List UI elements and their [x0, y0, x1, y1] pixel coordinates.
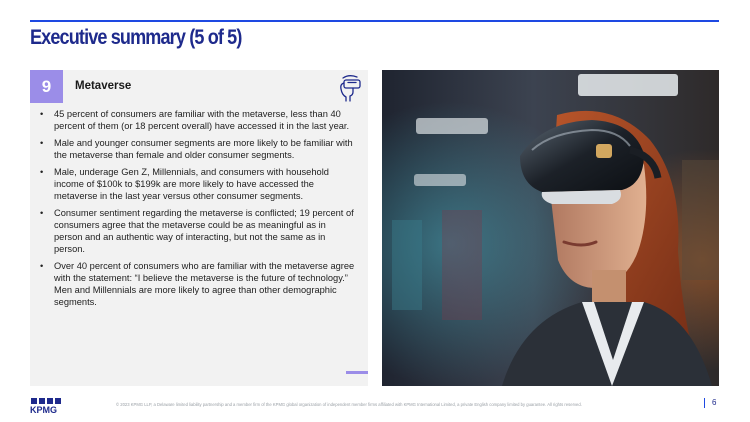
- kpmg-logo: [30, 398, 64, 414]
- bullet-list: [38, 108, 356, 313]
- bullet-item: [38, 260, 356, 308]
- bullet-item: [38, 108, 356, 132]
- top-rule: [30, 20, 719, 22]
- bullet-dot: •: [40, 109, 44, 119]
- photo-illustration: [382, 70, 719, 386]
- slide-title: Executive summary (5 of 5): [30, 26, 242, 49]
- vr-headset-icon: [334, 73, 364, 103]
- bullet-dot: •: [40, 261, 44, 271]
- bullet-dot: •: [40, 208, 44, 218]
- bullet-text: Over 40 percent of consumers who are familiar with the metaverse agree with the statement: “I believe the metaverse is the future of technology.” Men and Millennials are more likely to agree than other demographic segments.: [54, 261, 355, 307]
- vr-headset-photo: [382, 70, 719, 386]
- bullet-item: [38, 137, 356, 161]
- section-title: Metaverse: [75, 80, 132, 92]
- bullet-item: [38, 166, 356, 202]
- section-number-badge: 9: [30, 70, 63, 103]
- svg-text:KPMG: KPMG: [30, 405, 57, 414]
- bullet-text: Male and younger consumer segments are more likely to be familiar with the metaverse than female and older consumer segments.: [54, 138, 353, 160]
- footer-divider: [704, 398, 705, 408]
- bullet-item: [38, 207, 356, 255]
- footer-legal-text: © 2023 KPMG LLP, a Delaware limited liability partnership and a member firm of the KPMG global organization of independent member firms affiliated with KPMG International Limited, a private English company limited by guarantee. All rights reserved.: [116, 402, 582, 407]
- bullet-dot: •: [40, 167, 44, 177]
- bullet-text: 45 percent of consumers are familiar with the metaverse, less than 40 percent of them (or 18 percent overall) have accessed it in the last year.: [54, 109, 350, 131]
- metaverse-panel: [30, 70, 368, 386]
- bullet-dot: •: [40, 138, 44, 148]
- accent-bar: [346, 371, 368, 374]
- bullet-text: Male, underage Gen Z, Millennials, and consumers with household income of $100k to $199k are more likely to have accessed the metaverse in the last year versus other consumer segments.: [54, 167, 329, 201]
- page-number: 6: [712, 398, 717, 407]
- bullet-text: Consumer sentiment regarding the metaverse is conflicted; 19 percent of consumers agree that the metaverse could be as meaningful as in person and an authentic way of interacting, but not the same as in person.: [54, 208, 354, 254]
